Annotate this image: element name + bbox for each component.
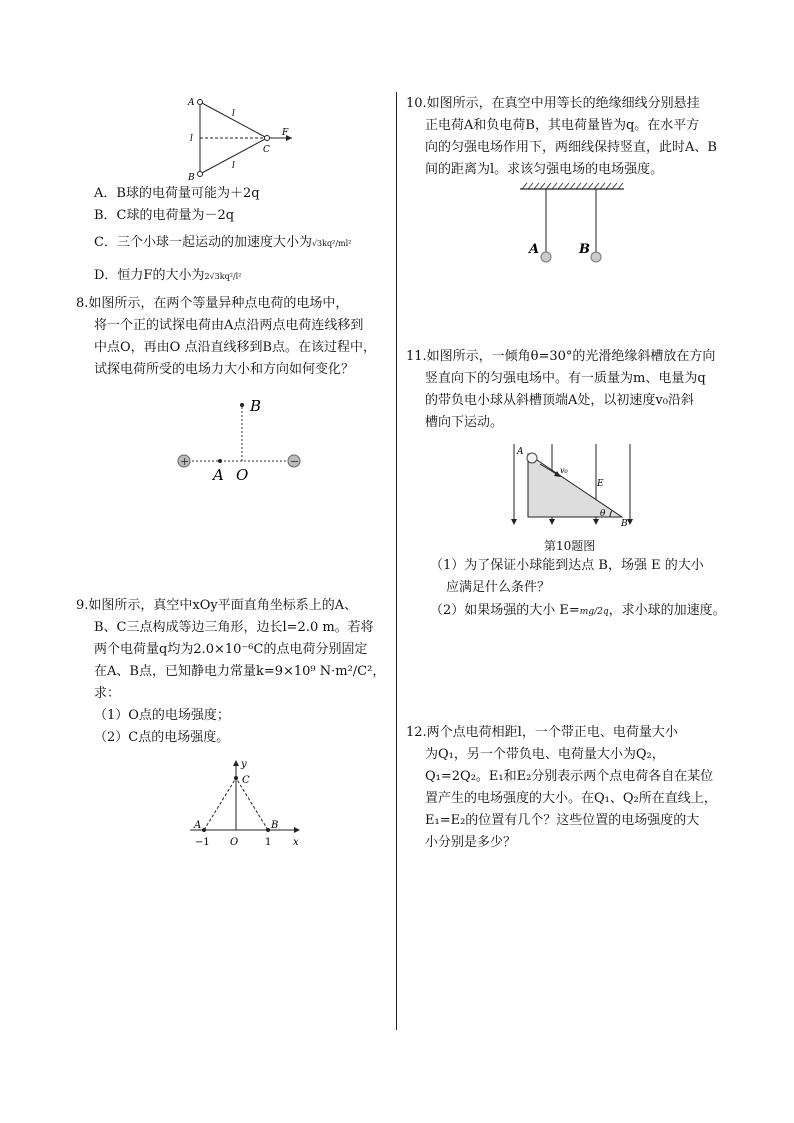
q7-option-b: B．C球的电荷量为－2q — [94, 208, 235, 223]
q9-sub-1: （1）O点的电场强度； — [94, 708, 230, 723]
q12-line-2: 为Q₁，另一个带负电、电荷量大小为Q₂， — [425, 747, 665, 762]
q8-positive-sign: + — [180, 455, 190, 468]
q10-label-b: B — [579, 242, 590, 257]
q10-ceiling-hatch — [522, 183, 623, 189]
q7-label-l-bottom: l — [232, 161, 235, 171]
q7-option-c — [94, 233, 351, 254]
q10-hanging-charges-figure — [516, 180, 628, 270]
q11-line-1: 11.如图所示，一倾角θ=30°的光滑绝缘斜槽放在方向 — [406, 349, 716, 364]
q11-label-b: B — [621, 519, 628, 529]
q8-line-3: 中点O，再由O 点沿直线移到B点。在该过程中， — [94, 340, 377, 355]
q7-option-d-expr: 2√3kq²/l² — [204, 272, 242, 281]
q12-line-4: 置产生的电场强度的大小。在Q₁、Q₂所在直线上， — [425, 791, 717, 806]
q12-line-1: 12.两个点电荷相距l，一个带正电、电荷量大小 — [406, 725, 678, 740]
q9-label-x: x — [293, 837, 299, 848]
q7-label-a: A — [188, 98, 195, 108]
q9-line-4: 在A、B点，已知静电力常量k=9×10⁹ N·m²/C²， — [94, 664, 386, 679]
q9-line-3: 两个电荷量q均为2.0×10⁻⁶C的点电荷分别固定 — [94, 642, 368, 657]
q9-label-c: C — [242, 775, 250, 786]
q7-line-ac — [200, 102, 267, 138]
q9-side-ac — [204, 778, 236, 830]
q7-ball-a — [198, 100, 203, 105]
q11-sub-1-cont: 应满足什么条件？ — [446, 580, 551, 595]
q9-point-c — [234, 776, 238, 780]
q7-label-b: B — [188, 173, 195, 183]
q10-label-a: A — [529, 242, 540, 257]
q7-ball-c — [265, 136, 270, 141]
q9-point-a — [202, 828, 206, 832]
q9-label-a: A — [194, 820, 202, 831]
q11-label-v0: v₀ — [560, 466, 568, 475]
q7-option-c-text: C．三个小球一起运动的加速度大小为 — [94, 235, 312, 250]
q8-label-b: B — [250, 397, 262, 415]
q8-line-2: 将一个正的试探电荷由A点沿两点电荷连线移到 — [94, 318, 364, 333]
q7-label-l-mid: l — [190, 134, 193, 144]
q10-line-4: 间的距离为l。求该匀强电场的电场强度。 — [425, 162, 664, 177]
q11-sub-2-text: （2）如果场强的大小 E= — [430, 603, 580, 618]
q7-ball-b — [198, 172, 203, 177]
q9-label-pos1: 1 — [265, 837, 272, 848]
q11-incline-figure — [506, 442, 636, 532]
q7-option-d-text: D．恒力F的大小为 — [94, 268, 205, 283]
column-divider — [396, 92, 397, 1030]
q12-line-3: Q₁=2Q₂。E₁和E₂分别表示两个点电荷各自在某位 — [425, 769, 714, 784]
q7-option-a: A．B球的电荷量可能为＋2q — [94, 186, 260, 201]
q8-label-o: O — [236, 466, 249, 484]
q7-option-c-expr: √3kq²/ml² — [311, 239, 352, 248]
q8-point-a — [218, 459, 222, 463]
q11-label-theta: θ — [600, 509, 606, 519]
q10-line-3: 向的匀强电场作用下，两细线保持竖直，此时A、B — [425, 140, 717, 155]
q9-label-neg1: −1 — [195, 837, 210, 848]
q11-line-2: 竖直向下的匀强电场中。有一质量为m、电量为q — [425, 371, 706, 386]
q10-line-2: 正电荷A和负电荷B，其电荷量皆为q。在水平方 — [425, 118, 700, 133]
q11-label-a: A — [517, 447, 524, 457]
q11-sub-2 — [430, 601, 726, 622]
q8-label-a: A — [213, 466, 224, 484]
q9-side-bc — [236, 778, 268, 830]
q8-line-1: 8.如图所示，在两个等量异种点电荷的电场中， — [76, 296, 349, 311]
q11-field-arrowheads — [511, 519, 633, 525]
q7-label-c: C — [263, 145, 270, 155]
q9-coordinate-figure — [182, 756, 308, 848]
q7-triangle-figure — [180, 92, 300, 184]
q8-dipole-figure — [172, 392, 306, 484]
q11-incline-block — [528, 454, 622, 517]
q9-point-b — [266, 828, 270, 832]
q9-label-b: B — [271, 820, 279, 831]
q8-point-b — [240, 403, 244, 407]
q9-line-2: B、C三点构成等边三角形，边长l=2.0 m。若将 — [94, 620, 374, 635]
q11-ball — [527, 453, 537, 463]
q9-y-arrowhead — [233, 760, 239, 766]
q8-line-4: 试探电荷所受的电场力大小和方向如何变化？ — [94, 362, 355, 377]
q9-line-5: 求： — [94, 686, 121, 701]
q9-label-o: O — [230, 837, 239, 848]
q12-line-5: E₁=E₂的位置有几个？这些位置的电场强度的大 — [425, 813, 700, 828]
q7-label-f: F — [282, 128, 289, 138]
q10-line-1: 10.如图所示，在真空中用等长的绝缘细线分别悬挂 — [406, 96, 700, 111]
q7-label-l-top: l — [232, 109, 235, 119]
q10-ball-a — [541, 252, 551, 262]
q9-x-arrowhead — [294, 827, 300, 833]
q11-label-e: E — [597, 479, 604, 489]
q11-sub-2-expr: mg/2q — [579, 607, 609, 617]
q9-line-1: 9.如图所示，真空中xOy平面直角坐标系上的A、 — [76, 598, 358, 613]
q12-line-6: 小分别是多少？ — [425, 835, 517, 850]
q11-sub-1: （1）为了保证小球能到达点 B，场强 E 的大小 — [430, 558, 704, 573]
q11-figure-caption: 第10题图 — [544, 539, 596, 553]
q11-line-3: 的带负电小球从斜槽顶端A处，以初速度v₀沿斜 — [425, 393, 694, 408]
q11-line-4: 槽向下运动。 — [425, 415, 504, 430]
q9-sub-2: （2）C点的电场强度。 — [94, 730, 230, 745]
q7-option-d — [94, 266, 241, 287]
q8-negative-sign: − — [290, 455, 300, 468]
q9-label-y: y — [241, 759, 247, 770]
q11-sub-2-tail: ，求小球的加速度。 — [608, 603, 726, 618]
q10-ball-b — [591, 252, 601, 262]
